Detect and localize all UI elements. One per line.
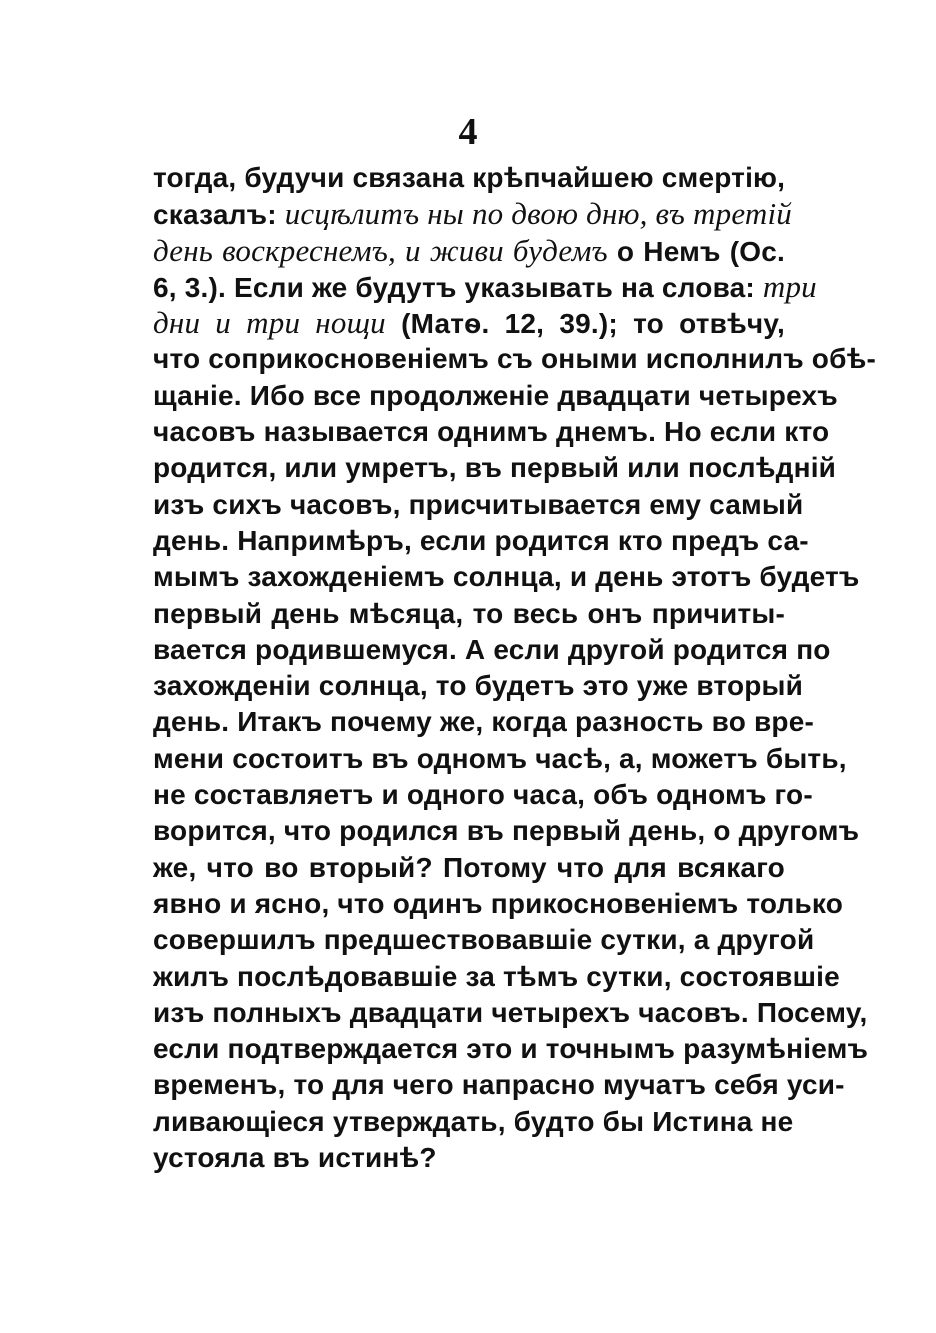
- text-segment: что соприкосновеніемъ съ оными исполнилъ обѣ-: [153, 343, 876, 375]
- text-line: [153, 813, 860, 849]
- italic-quote: исцѣлитъ ны по двою дню, въ третій: [284, 196, 792, 232]
- text-line: [153, 632, 831, 668]
- text-segment: первый день мѣсяца, то весь онъ причиты-: [153, 597, 785, 629]
- text-segment: не составляетъ и одного часа, объ одномъ го-: [153, 779, 813, 811]
- text-line: [153, 305, 785, 341]
- text-segment: совершилъ предшествовавшіе сутки, а другой: [153, 924, 815, 956]
- text-segment: щаніе. Ибо все продолженіе двадцати четырехъ: [153, 379, 838, 411]
- text-segment: если подтверждается это и точнымъ разумѣніемъ: [153, 1033, 869, 1065]
- text-line: [153, 378, 838, 414]
- text-line: [153, 741, 847, 777]
- text-line: [153, 596, 785, 632]
- text-line: [153, 1104, 794, 1140]
- text-segment: мымъ захожденіемъ солнца, и день этотъ будетъ: [153, 561, 860, 593]
- text-segment: (Матѳ. 12, 39.); то отвѣчу,: [385, 308, 786, 340]
- text-segment: день. Итакъ почему же, когда разность во вре-: [153, 706, 814, 738]
- text-segment: устояла въ истинѣ?: [153, 1142, 437, 1174]
- text-segment: сказалъ:: [153, 199, 285, 231]
- text-segment: ворится, что родился въ первый день, о другомъ: [153, 815, 860, 847]
- text-line: [153, 850, 785, 886]
- text-line: [153, 160, 785, 196]
- text-segment: явно и ясно, что одинъ прикосновеніемъ только: [153, 887, 844, 919]
- text-line: [153, 704, 814, 740]
- text-line: [153, 559, 860, 595]
- text-line: [153, 233, 785, 269]
- text-segment: мени состоитъ въ одномъ часѣ, а, можетъ быть,: [153, 742, 847, 774]
- page-number: 4: [458, 111, 478, 153]
- text-line: [153, 1067, 845, 1103]
- text-segment: жилъ послѣдовавшіе за тѣмъ сутки, состоявшіе: [153, 960, 840, 992]
- text-segment: 6, 3.). Если же будутъ указывать на слова:: [153, 271, 763, 303]
- text-line: [153, 1031, 869, 1067]
- text-segment: родится, или умретъ, въ первый или послѣдній: [153, 452, 837, 484]
- text-segment: временъ, то для чего напрасно мучатъ себя уси-: [153, 1069, 845, 1101]
- text-line: [153, 995, 868, 1031]
- text-segment: день. Напримѣръ, если родится кто предъ са-: [153, 524, 809, 556]
- text-segment: вается родившемуся. А если другой родится по: [153, 633, 831, 665]
- body-text: [153, 160, 876, 1176]
- text-line: [153, 523, 809, 559]
- text-segment: о Немъ (Ос.: [607, 235, 785, 267]
- text-line: [153, 668, 804, 704]
- italic-quote: день воскреснемъ, и живи будемъ: [153, 232, 608, 268]
- text-line: [153, 450, 837, 486]
- text-line: [153, 341, 876, 377]
- text-line: [153, 777, 813, 813]
- text-line: [153, 959, 840, 995]
- text-segment: ливающіеся утверждать, будто бы Истина не: [153, 1105, 794, 1137]
- text-line: [153, 268, 817, 305]
- text-line: [153, 1140, 785, 1176]
- italic-quote: дни и три нощи: [153, 305, 386, 341]
- text-segment: тогда, будучи связана крѣпчайшею смертію,: [153, 162, 786, 193]
- italic-quote: три: [762, 268, 817, 304]
- text-segment: же, что во вторый? Потому что для всякаго: [153, 851, 785, 883]
- text-segment: изъ сихъ часовъ, присчитывается ему самый: [153, 488, 804, 520]
- text-line: [153, 886, 844, 922]
- text-line: [153, 196, 792, 232]
- text-segment: изъ полныхъ двадцати четырехъ часовъ. Посему,: [153, 996, 868, 1028]
- text-line: [153, 414, 830, 450]
- text-line: [153, 922, 815, 958]
- text-segment: захожденіи солнца, то будетъ это уже вторый: [153, 670, 804, 702]
- text-line: [153, 487, 804, 523]
- text-segment: часовъ называется однимъ днемъ. Но если кто: [153, 416, 830, 448]
